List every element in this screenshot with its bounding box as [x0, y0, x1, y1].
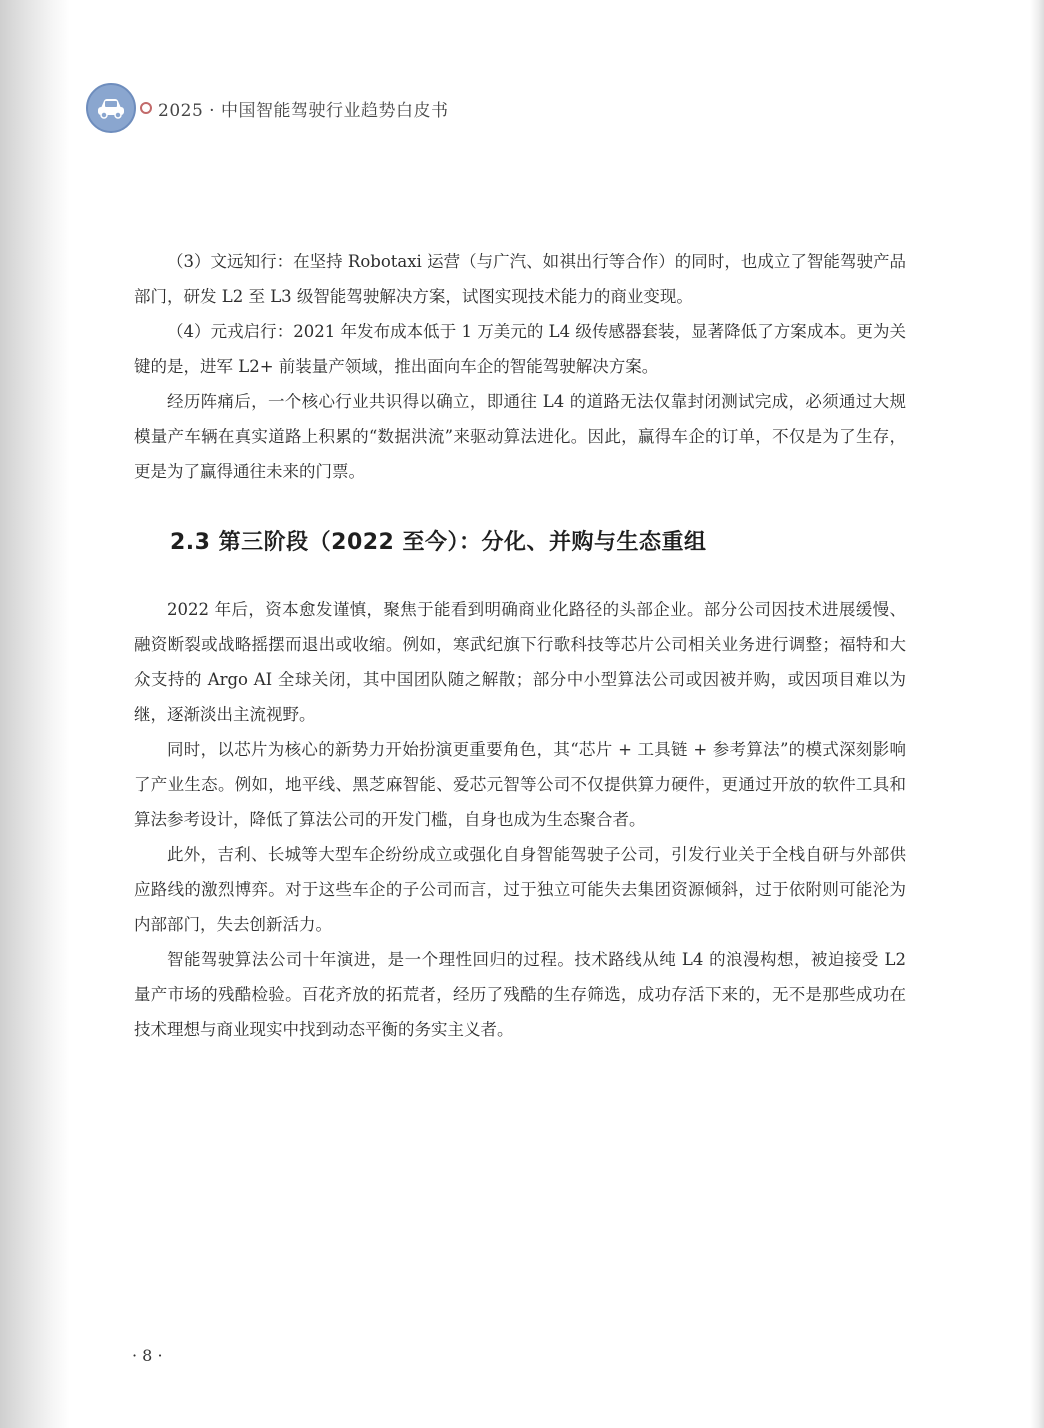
- page-gutter-shadow: [0, 0, 70, 1428]
- running-header: [86, 84, 448, 132]
- section-heading: 2.3 第三阶段（2022 至今）：分化、并购与生态重组: [170, 530, 707, 555]
- paragraph: 此外，吉利、长城等大型车企纷纷成立或强化自身智能驾驶子公司，引发行业关于全栈自研与外部供应路线的激烈博弈。对于这些车企的子公司而言，过于独立可能失去集团资源倾斜，过于依附则可能沦为内部部门，失去创新活力。: [134, 845, 906, 934]
- paragraph: 智能驾驶算法公司十年演进，是一个理性回归的过程。技术路线从纯 L4 的浪漫构想，被迫接受 L2 量产市场的残酷检验。百花齐放的拓荒者，经历了残酷的生存筛选，成功存活下来的，无不是那些成功在技术理想与商业现实中找到动态平衡的务实主义者。: [134, 950, 906, 1039]
- header-dot: [140, 102, 152, 114]
- paragraph: 2022 年后，资本愈发谨慎，聚焦于能看到明确商业化路径的头部企业。部分公司因技术进展缓慢、融资断裂或战略摇摆而退出或收缩。例如，寒武纪旗下行歌科技等芯片公司相关业务进行调整；福特和大众支持的 Argo AI 全球关闭，其中国团队随之解散；部分中小型算法公司或因被并购，或因项目难以为继，逐渐淡出主流视野。: [134, 600, 906, 724]
- page-number: · 8 ·: [132, 1346, 163, 1365]
- header-badge: [86, 83, 136, 133]
- paragraph: 经历阵痛后，一个核心行业共识得以确立，即通往 L4 的道路无法仅靠封闭测试完成，必须通过大规模量产车辆在真实道路上积累的“数据洪流”来驱动算法进化。因此，赢得车企的订单，不仅是为了生存，更是为了赢得通往未来的门票。: [134, 392, 906, 481]
- car-icon: [96, 97, 126, 119]
- paragraph: 同时，以芯片为核心的新势力开始扮演更重要角色，其“芯片 + 工具链 + 参考算法”的模式深刻影响了产业生态。例如，地平线、黑芝麻智能、爱芯元智等公司不仅提供算力硬件，更通过开放的软件工具和算法参考设计，降低了算法公司的开发门槛，自身也成为生态聚合者。: [134, 740, 906, 829]
- header-title: 2025 · 中国智能驾驶行业趋势白皮书: [158, 100, 449, 121]
- page-content: [134, 244, 906, 1047]
- paragraph: （3）文远知行：在坚持 Robotaxi 运营（与广汽、如祺出行等合作）的同时，也成立了智能驾驶产品部门，研发 L2 至 L3 级智能驾驶解决方案，试图实现技术能力的商业变现。: [134, 252, 906, 306]
- paragraph: （4）元戎启行：2021 年发布成本低于 1 万美元的 L4 级传感器套装，显著降低了方案成本。更为关键的是，进军 L2+ 前装量产领域，推出面向车企的智能驾驶解决方案。: [134, 322, 906, 376]
- page-right-edge: [1030, 0, 1044, 1428]
